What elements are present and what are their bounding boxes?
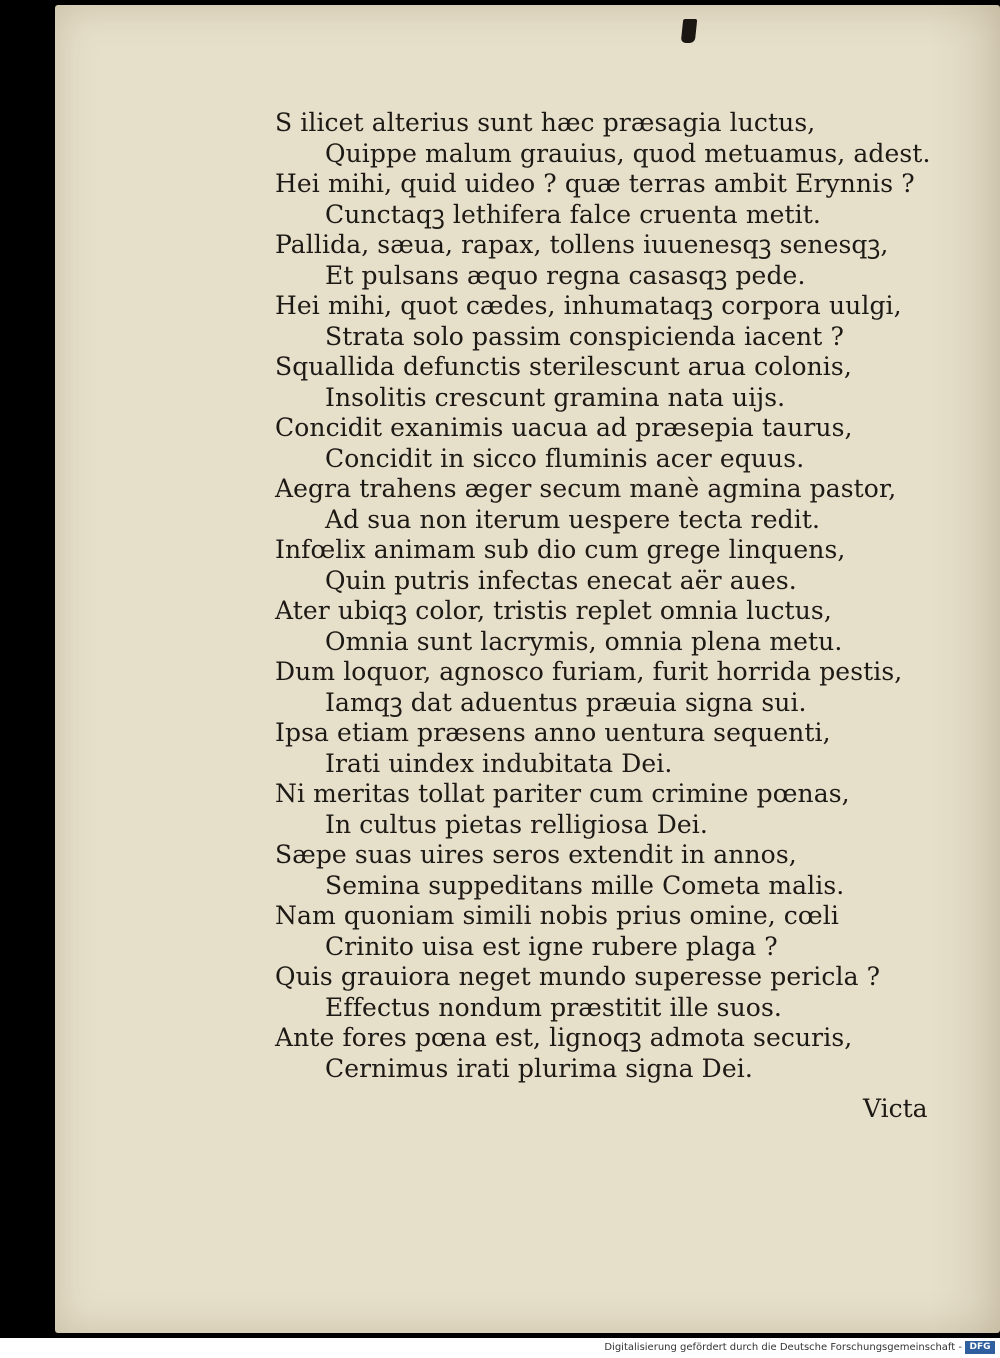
verse-line-pentameter: Ad sua non iterum uespere tecta redit. bbox=[325, 505, 821, 534]
book-page bbox=[55, 5, 1000, 1333]
verse-line-hexameter: Ni meritas tollat pariter cum crimine pœnas, bbox=[275, 779, 850, 808]
verse-line-hexameter: Pallida, sæua, rapax, tollens iuuenesqꝫ senesqꝫ, bbox=[275, 230, 889, 259]
verse-line-hexameter: Infœlix animam sub dio cum grege linquens, bbox=[275, 535, 846, 564]
verse-line-hexameter: Hei mihi, quot cædes, inhumataqꝫ corpora uulgi, bbox=[275, 291, 902, 320]
funding-credit: Digitalisierung gefördert durch die Deutsche Forschungsgemeinschaft - bbox=[604, 1342, 962, 1353]
verse-line-hexameter: Ater ubiqꝫ color, tristis replet omnia luctus, bbox=[275, 596, 832, 625]
verse-line-pentameter: Quin putris infectas enecat aër aues. bbox=[325, 566, 797, 595]
verse-line-pentameter: Crinito uisa est igne rubere plaga ? bbox=[325, 932, 778, 961]
verse-line-pentameter: Omnia sunt lacrymis, omnia plena metu. bbox=[325, 627, 843, 656]
verse-line-pentameter: Insolitis crescunt gramina nata uijs. bbox=[325, 383, 786, 412]
verse-line-pentameter: In cultus pietas relligiosa Dei. bbox=[325, 810, 708, 839]
verse-line-hexameter: Nam quoniam simili nobis prius omine, cœli bbox=[275, 901, 839, 930]
verse-line-hexameter: Hei mihi, quid uideo ? quæ terras ambit Erynnis ? bbox=[275, 169, 915, 198]
verse-line-pentameter: Concidit in sicco fluminis acer equus. bbox=[325, 444, 805, 473]
verse-line-pentameter: Quippe malum grauius, quod metuamus, adest. bbox=[325, 139, 931, 168]
verse-line-pentameter: Effectus nondum præstitit ille suos. bbox=[325, 993, 782, 1022]
verse-line-pentameter: Semina suppeditans mille Cometa malis. bbox=[325, 871, 845, 900]
verse-line-hexameter: Squallida defunctis sterilescunt arua colonis, bbox=[275, 352, 852, 381]
verse-line-hexameter: Ante fores pœna est, lignoqꝫ admota securis, bbox=[275, 1023, 853, 1052]
footer-bar bbox=[0, 1338, 1000, 1358]
verse-line-hexameter: Quis grauiora neget mundo superesse pericla ? bbox=[275, 962, 881, 991]
verse-line-pentameter: Cunctaqꝫ lethifera falce cruenta metit. bbox=[325, 200, 821, 229]
verse-line-pentameter: Strata solo passim conspicienda iacent ? bbox=[325, 322, 844, 351]
verse-line-hexameter: S ilicet alterius sunt hæc præsagia luctus, bbox=[275, 108, 816, 137]
verse-line-hexameter: Ipsa etiam præsens anno uentura sequenti, bbox=[275, 718, 831, 747]
dfg-logo-icon: DFG bbox=[965, 1341, 995, 1354]
verse-line-pentameter: Irati uindex indubitata Dei. bbox=[325, 749, 673, 778]
verse-line-hexameter: Sæpe suas uires seros extendit in annos, bbox=[275, 840, 797, 869]
verse-line-hexameter: Concidit exanimis uacua ad præsepia taurus, bbox=[275, 413, 853, 442]
catchword: Victa bbox=[863, 1094, 928, 1123]
verse-line-hexameter: Dum loquor, agnosco furiam, furit horrida pestis, bbox=[275, 657, 903, 686]
verse-line-hexameter: Aegra trahens æger secum manè agmina pastor, bbox=[275, 474, 897, 503]
verse-line-pentameter: Cernimus irati plurima signa Dei. bbox=[325, 1054, 753, 1083]
verse-line-pentameter: Et pulsans æquo regna casasqꝫ pede. bbox=[325, 261, 806, 290]
verse-line-pentameter: Iamqꝫ dat aduentus præuia signa sui. bbox=[325, 688, 807, 717]
verse-block bbox=[55, 5, 1000, 1333]
